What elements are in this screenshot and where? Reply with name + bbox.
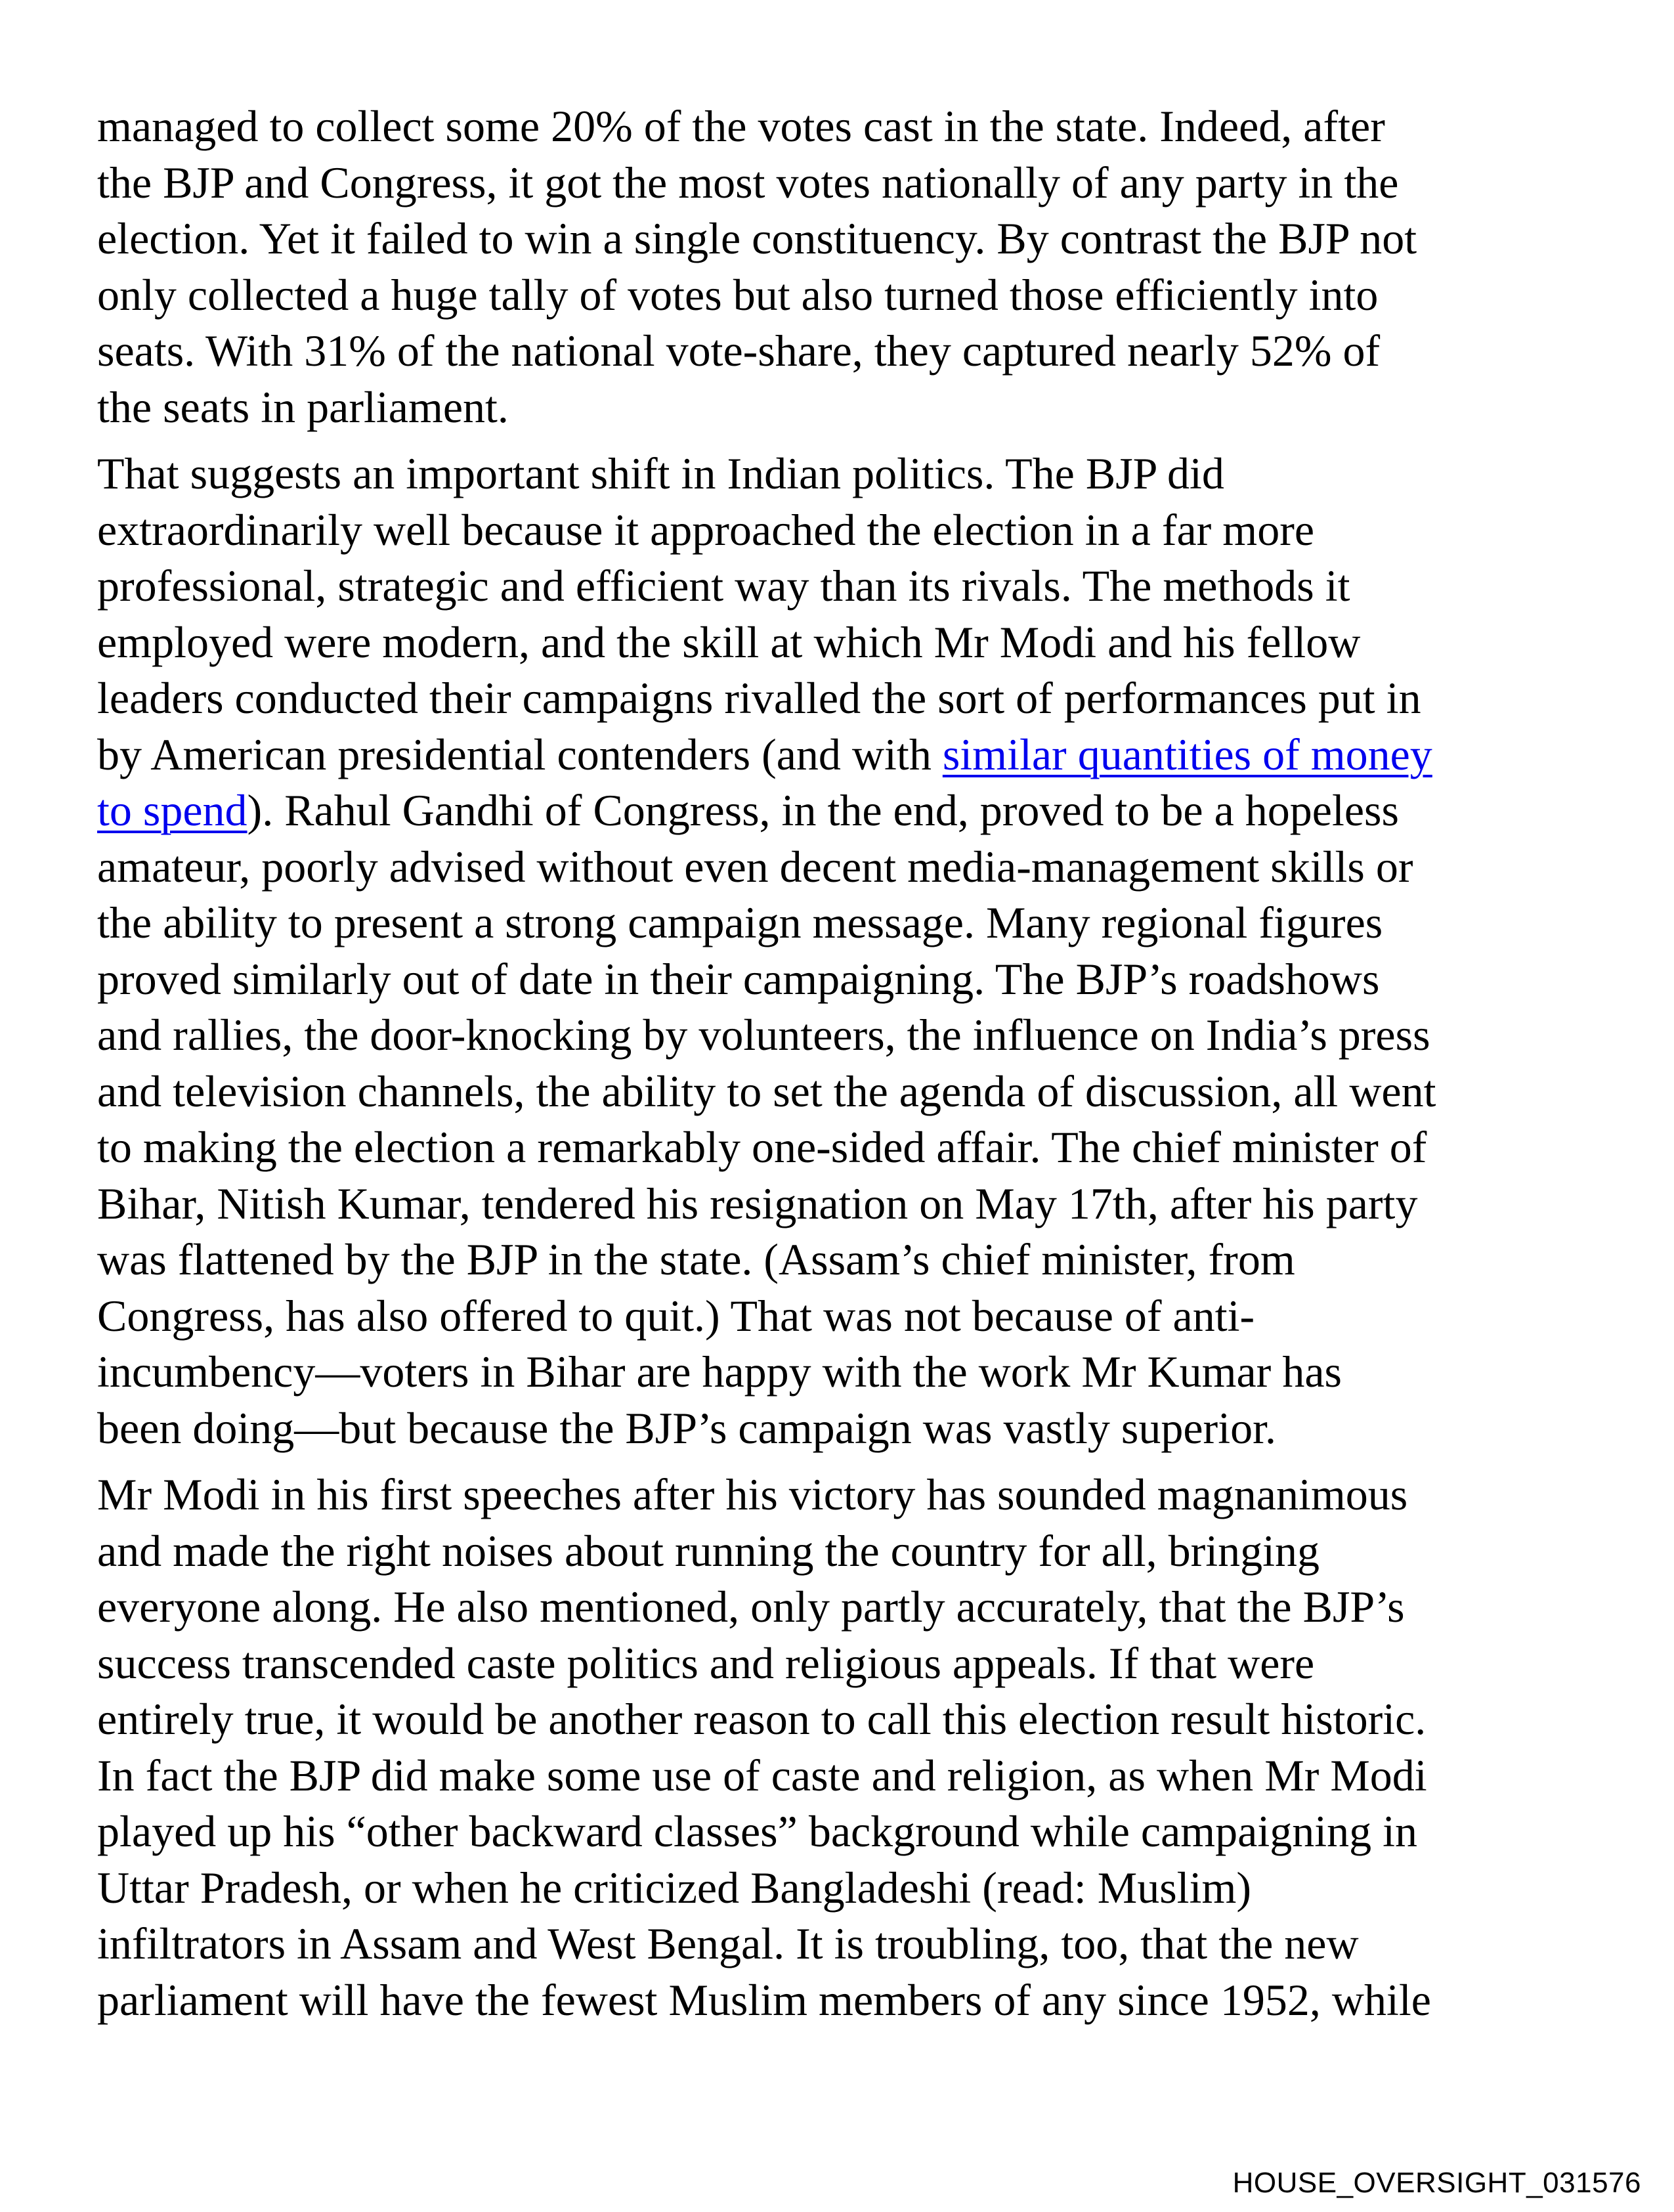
text-line: the seats in parliament. xyxy=(97,381,509,432)
text-line: extraordinarily well because it approached the election in a far more xyxy=(97,504,1315,555)
text-line: amateur, poorly advised without even decent media-management skills or xyxy=(97,841,1413,892)
similar-quantities-of-money-link[interactable]: similar quantities of money xyxy=(942,729,1432,779)
text-line: election. Yet it failed to win a single constituency. By contrast the BJP not xyxy=(97,213,1417,263)
text-line: In fact the BJP did make some use of caste and religion, as when Mr Modi xyxy=(97,1750,1427,1800)
text-line-with-link xyxy=(97,727,1581,783)
text-line: leaders conducted their campaigns rivalled the sort of performances put in xyxy=(97,673,1421,723)
text-line: incumbency—voters in Bihar are happy with the work Mr Kumar has xyxy=(97,1347,1342,1397)
text-line: the BJP and Congress, it got the most votes nationally of any party in the xyxy=(97,157,1399,207)
bates-number-footer: HOUSE_OVERSIGHT_031576 xyxy=(1232,2167,1641,2199)
text-line: and television channels, the ability to set the agenda of discussion, all went xyxy=(97,1066,1436,1116)
text-line: was flattened by the BJP in the state. (Assam’s chief minister, from xyxy=(97,1234,1295,1284)
text-line: only collected a huge tally of votes but also turned those efficiently into xyxy=(97,269,1379,320)
text-line: everyone along. He also mentioned, only partly accurately, that the BJP’s xyxy=(97,1582,1405,1632)
text-line: Mr Modi in his first speeches after his victory has sounded magnanimous xyxy=(97,1469,1408,1519)
text-line: That suggests an important shift in Indian politics. The BJP did xyxy=(97,448,1224,498)
to-spend-link[interactable]: to spend xyxy=(97,785,247,835)
text-line: the ability to present a strong campaign message. Many regional figures xyxy=(97,898,1383,947)
text-line: parliament will have the fewest Muslim members of any since 1952, while xyxy=(97,1974,1431,2025)
text-line: to making the election a remarkably one-sided affair. The chief minister of xyxy=(97,1122,1427,1172)
text-line: and made the right noises about running the country for all, bringing xyxy=(97,1525,1320,1576)
text-line: Congress, has also offered to quit.) That was not because of anti- xyxy=(97,1290,1255,1341)
paragraph-2 xyxy=(97,446,1581,1456)
text-line: entirely true, it would be another reason to call this election result historic. xyxy=(97,1694,1427,1744)
text-line: been doing—but because the BJP’s campaign was vastly superior. xyxy=(97,1402,1276,1453)
text-line: played up his “other backward classes” background while campaigning in xyxy=(97,1806,1418,1856)
text-line: employed were modern, and the skill at which Mr Modi and his fellow xyxy=(97,617,1361,667)
text-line-with-link xyxy=(97,783,1581,839)
text-before-link: by American presidential contenders (and with xyxy=(97,729,943,779)
text-line: seats. With 31% of the national vote-share, they captured nearly 52% of xyxy=(97,326,1381,376)
text-line: proved similarly out of date in their campaigning. The BJP’s roadshows xyxy=(97,953,1380,1004)
text-line: and rallies, the door-knocking by volunteers, the influence on India’s press xyxy=(97,1010,1430,1060)
text-line: Bihar, Nitish Kumar, tendered his resignation on May 17th, after his party xyxy=(97,1178,1418,1228)
text-line: professional, strategic and efficient way than its rivals. The methods it xyxy=(97,561,1350,611)
text-after-link: ). Rahul Gandhi of Congress, in the end, proved to be a hopeless xyxy=(247,785,1399,835)
text-line: managed to collect some 20% of the votes cast in the state. Indeed, after xyxy=(97,101,1385,151)
paragraph-3 xyxy=(97,1467,1581,2028)
text-line: infiltrators in Assam and West Bengal. It is troubling, too, that the new xyxy=(97,1919,1359,1968)
text-line: success transcended caste politics and religious appeals. If that were xyxy=(97,1637,1315,1688)
document-page xyxy=(97,98,1581,2039)
paragraph-1 xyxy=(97,98,1581,435)
text-line: Uttar Pradesh, or when he criticized Bangladeshi (read: Muslim) xyxy=(97,1862,1252,1913)
